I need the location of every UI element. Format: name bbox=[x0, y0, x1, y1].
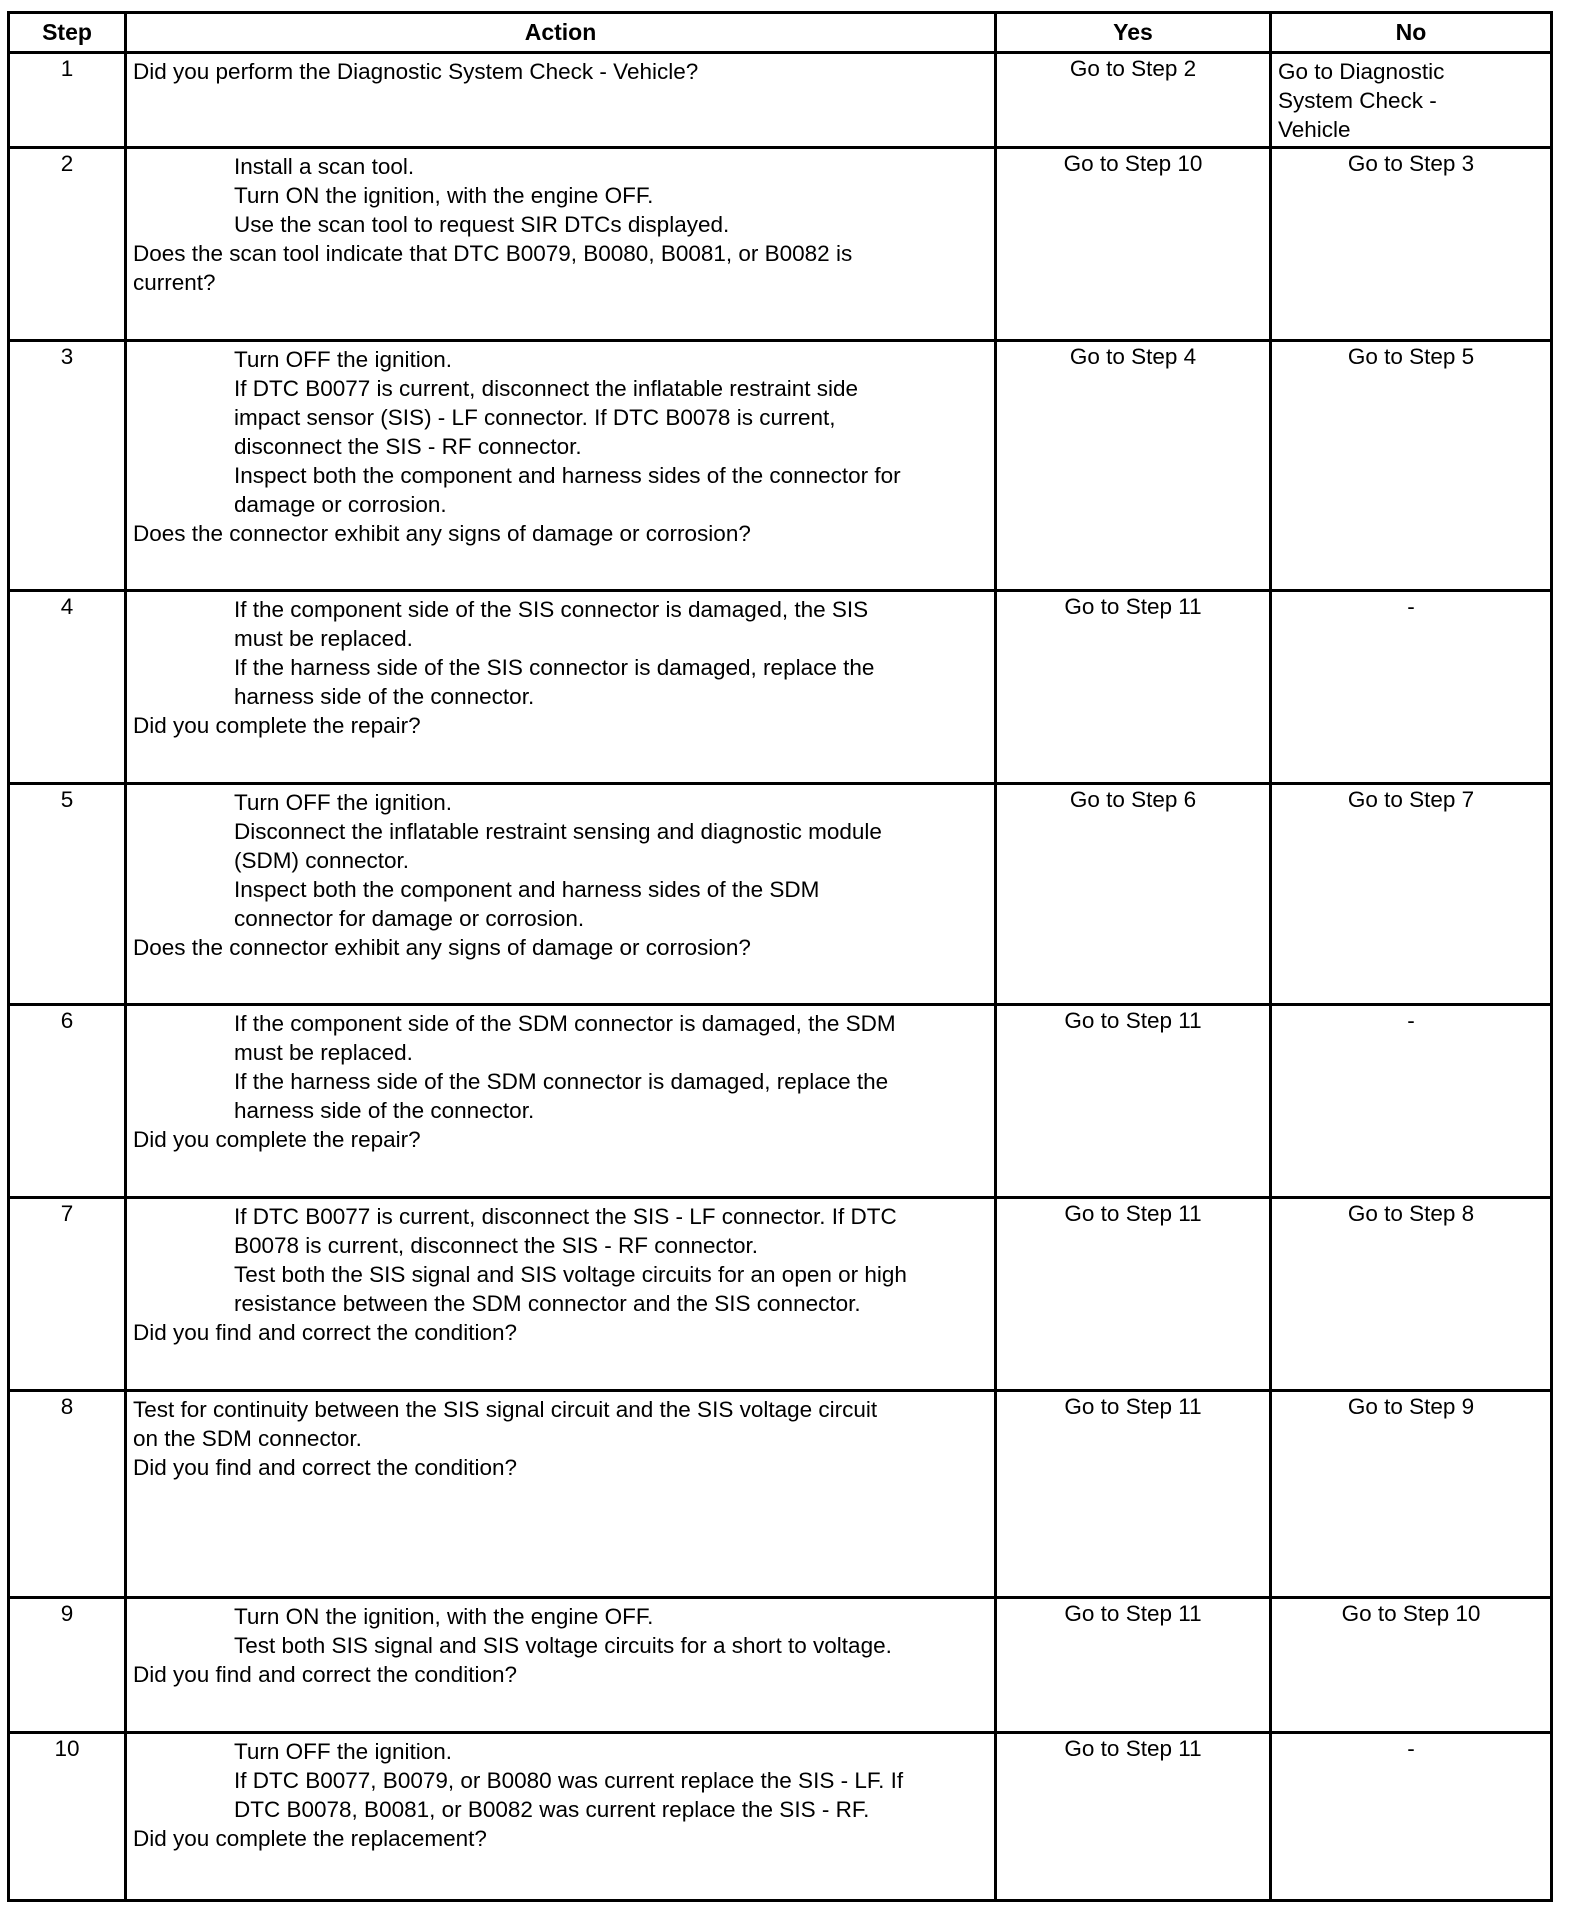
instruction-line: Turn OFF the ignition. bbox=[234, 1739, 453, 1764]
instruction-line: (SDM) connector. bbox=[234, 848, 410, 873]
instruction-line: Turn ON the ignition, with the engine OFF. bbox=[234, 1604, 654, 1629]
instruction-line: harness side of the connector. bbox=[234, 1098, 535, 1123]
action-question: Did you find and correct the condition? bbox=[133, 1662, 517, 1687]
instruction-line: resistance between the SDM connector and the SIS connector. bbox=[234, 1291, 861, 1316]
no-cell: Go to Step 9 bbox=[1272, 1392, 1550, 1599]
action-cell bbox=[127, 342, 997, 592]
yes-cell: Go to Step 10 bbox=[997, 149, 1272, 342]
instruction-line: Disconnect the inflatable restraint sensing and diagnostic module bbox=[234, 819, 882, 844]
instruction-line: Test both SIS signal and SIS voltage circuits for a short to voltage. bbox=[234, 1633, 892, 1658]
step-number: 9 bbox=[10, 1599, 127, 1734]
instruction-line: Use the scan tool to request SIR DTCs displayed. bbox=[234, 212, 730, 237]
step-number: 2 bbox=[10, 149, 127, 342]
action-cell bbox=[127, 1199, 997, 1392]
action-question: Did you complete the repair? bbox=[133, 713, 421, 738]
action-question: Did you complete the repair? bbox=[133, 1127, 421, 1152]
yes-cell: Go to Step 11 bbox=[997, 1734, 1272, 1899]
header-no: No bbox=[1272, 14, 1550, 54]
instruction-line: Turn ON the ignition, with the engine OFF. bbox=[234, 183, 654, 208]
no-cell: Go to Step 8 bbox=[1272, 1199, 1550, 1392]
instruction-line: If DTC B0077, B0079, or B0080 was current replace the SIS - LF. If bbox=[234, 1768, 904, 1793]
action-question bbox=[133, 239, 994, 297]
no-cell: Go to Step 3 bbox=[1272, 149, 1550, 342]
table-header-row bbox=[10, 14, 1550, 54]
no-cell: - bbox=[1272, 592, 1550, 785]
yes-cell: Go to Step 2 bbox=[997, 54, 1272, 149]
action-instructions bbox=[133, 152, 994, 239]
step-number: 6 bbox=[10, 1006, 127, 1199]
header-step: Step bbox=[10, 14, 127, 54]
action-cell bbox=[127, 592, 997, 785]
action-instructions bbox=[133, 345, 994, 519]
no-line: Go to Diagnostic bbox=[1278, 59, 1445, 84]
action-cell bbox=[127, 149, 997, 342]
action-question: Did you complete the replacement? bbox=[133, 1826, 487, 1851]
yes-cell: Go to Step 6 bbox=[997, 785, 1272, 1006]
no-cell bbox=[1272, 54, 1550, 149]
instruction-line: disconnect the SIS - RF connector. bbox=[234, 434, 582, 459]
step-number: 5 bbox=[10, 785, 127, 1006]
no-cell: Go to Step 10 bbox=[1272, 1599, 1550, 1734]
instruction-line: damage or corrosion. bbox=[234, 492, 447, 517]
instruction-line: If the component side of the SIS connector is damaged, the SIS bbox=[234, 597, 869, 622]
question-line: Does the scan tool indicate that DTC B0079, B0080, B0081, or B0082 is bbox=[133, 241, 853, 266]
action-cell bbox=[127, 785, 997, 1006]
instruction-line: DTC B0078, B0081, or B0082 was current replace the SIS - RF. bbox=[234, 1797, 870, 1822]
action-instructions bbox=[133, 1395, 994, 1453]
diagnostic-table bbox=[7, 11, 1553, 1902]
action-cell bbox=[127, 1599, 997, 1734]
yes-cell: Go to Step 11 bbox=[997, 592, 1272, 785]
instruction-line: impact sensor (SIS) - LF connector. If DTC B0078 is current, bbox=[234, 405, 836, 430]
action-instructions bbox=[133, 1009, 994, 1125]
action-instructions bbox=[133, 595, 994, 711]
instruction-line: B0078 is current, disconnect the SIS - RF connector. bbox=[234, 1233, 759, 1258]
yes-cell: Go to Step 11 bbox=[997, 1392, 1272, 1599]
instruction-line: connector for damage or corrosion. bbox=[234, 906, 585, 931]
action-question: Does the connector exhibit any signs of damage or corrosion? bbox=[133, 935, 751, 960]
step-number: 8 bbox=[10, 1392, 127, 1599]
action-question: Did you perform the Diagnostic System Check - Vehicle? bbox=[133, 59, 699, 84]
yes-cell: Go to Step 4 bbox=[997, 342, 1272, 592]
no-cell: - bbox=[1407, 1736, 1415, 1761]
table-row bbox=[10, 54, 1550, 149]
action-question: Does the connector exhibit any signs of damage or corrosion? bbox=[133, 521, 751, 546]
instruction-line: If the harness side of the SDM connector is damaged, replace the bbox=[234, 1069, 889, 1094]
question-line: current? bbox=[133, 270, 216, 295]
instruction-line: harness side of the connector. bbox=[234, 684, 535, 709]
action-instructions bbox=[133, 1602, 994, 1660]
instruction-line: must be replaced. bbox=[234, 1040, 413, 1065]
instruction-line: If DTC B0077 is current, disconnect the inflatable restraint side bbox=[234, 376, 859, 401]
instruction-line: If the component side of the SDM connector is damaged, the SDM bbox=[234, 1011, 896, 1036]
action-instructions bbox=[133, 1202, 994, 1318]
no-line: System Check - bbox=[1278, 88, 1437, 113]
action-cell bbox=[127, 1734, 997, 1899]
table-row bbox=[10, 1392, 1550, 1599]
action-question: Did you find and correct the condition? bbox=[133, 1320, 517, 1345]
step-number: 10 bbox=[10, 1734, 127, 1899]
step-number: 4 bbox=[10, 592, 127, 785]
no-cell: Go to Step 5 bbox=[1272, 342, 1550, 592]
instruction-line: on the SDM connector. bbox=[133, 1426, 362, 1451]
no-cell: - bbox=[1272, 1006, 1550, 1199]
action-instructions bbox=[133, 788, 994, 933]
table-row bbox=[10, 342, 1550, 592]
instruction-line: Install a scan tool. bbox=[234, 154, 415, 179]
instruction-line: Inspect both the component and harness sides of the connector for bbox=[234, 463, 901, 488]
header-action: Action bbox=[127, 14, 997, 54]
instruction-line: Turn OFF the ignition. bbox=[234, 790, 453, 815]
instruction-line: Inspect both the component and harness sides of the SDM bbox=[234, 877, 820, 902]
instruction-line: Test for continuity between the SIS signal circuit and the SIS voltage circuit bbox=[133, 1397, 878, 1422]
table-row bbox=[10, 1734, 1550, 1899]
yes-cell: Go to Step 11 bbox=[997, 1599, 1272, 1734]
action-instructions bbox=[133, 1737, 994, 1824]
instruction-line: must be replaced. bbox=[234, 626, 413, 651]
table-row bbox=[10, 592, 1550, 785]
yes-cell: Go to Step 11 bbox=[997, 1199, 1272, 1392]
action-cell bbox=[127, 1006, 997, 1199]
table-row bbox=[10, 1599, 1550, 1734]
action-cell bbox=[127, 1392, 997, 1599]
step-number: 3 bbox=[10, 342, 127, 592]
step-number: 1 bbox=[10, 54, 127, 149]
instruction-line: Turn OFF the ignition. bbox=[234, 347, 453, 372]
table-row bbox=[10, 1199, 1550, 1392]
header-yes: Yes bbox=[997, 14, 1272, 54]
instruction-line: If the harness side of the SIS connector is damaged, replace the bbox=[234, 655, 875, 680]
action-question: Did you find and correct the condition? bbox=[133, 1455, 517, 1480]
no-line: Vehicle bbox=[1278, 117, 1351, 142]
no-cell: Go to Step 7 bbox=[1272, 785, 1550, 1006]
yes-cell: Go to Step 11 bbox=[997, 1006, 1272, 1199]
table-row bbox=[10, 1006, 1550, 1199]
instruction-line: Test both the SIS signal and SIS voltage circuits for an open or high bbox=[234, 1262, 907, 1287]
step-number: 7 bbox=[10, 1199, 127, 1392]
action-cell bbox=[127, 54, 997, 149]
instruction-line: If DTC B0077 is current, disconnect the SIS - LF connector. If DTC bbox=[234, 1204, 897, 1229]
table-row bbox=[10, 149, 1550, 342]
table-row bbox=[10, 785, 1550, 1006]
